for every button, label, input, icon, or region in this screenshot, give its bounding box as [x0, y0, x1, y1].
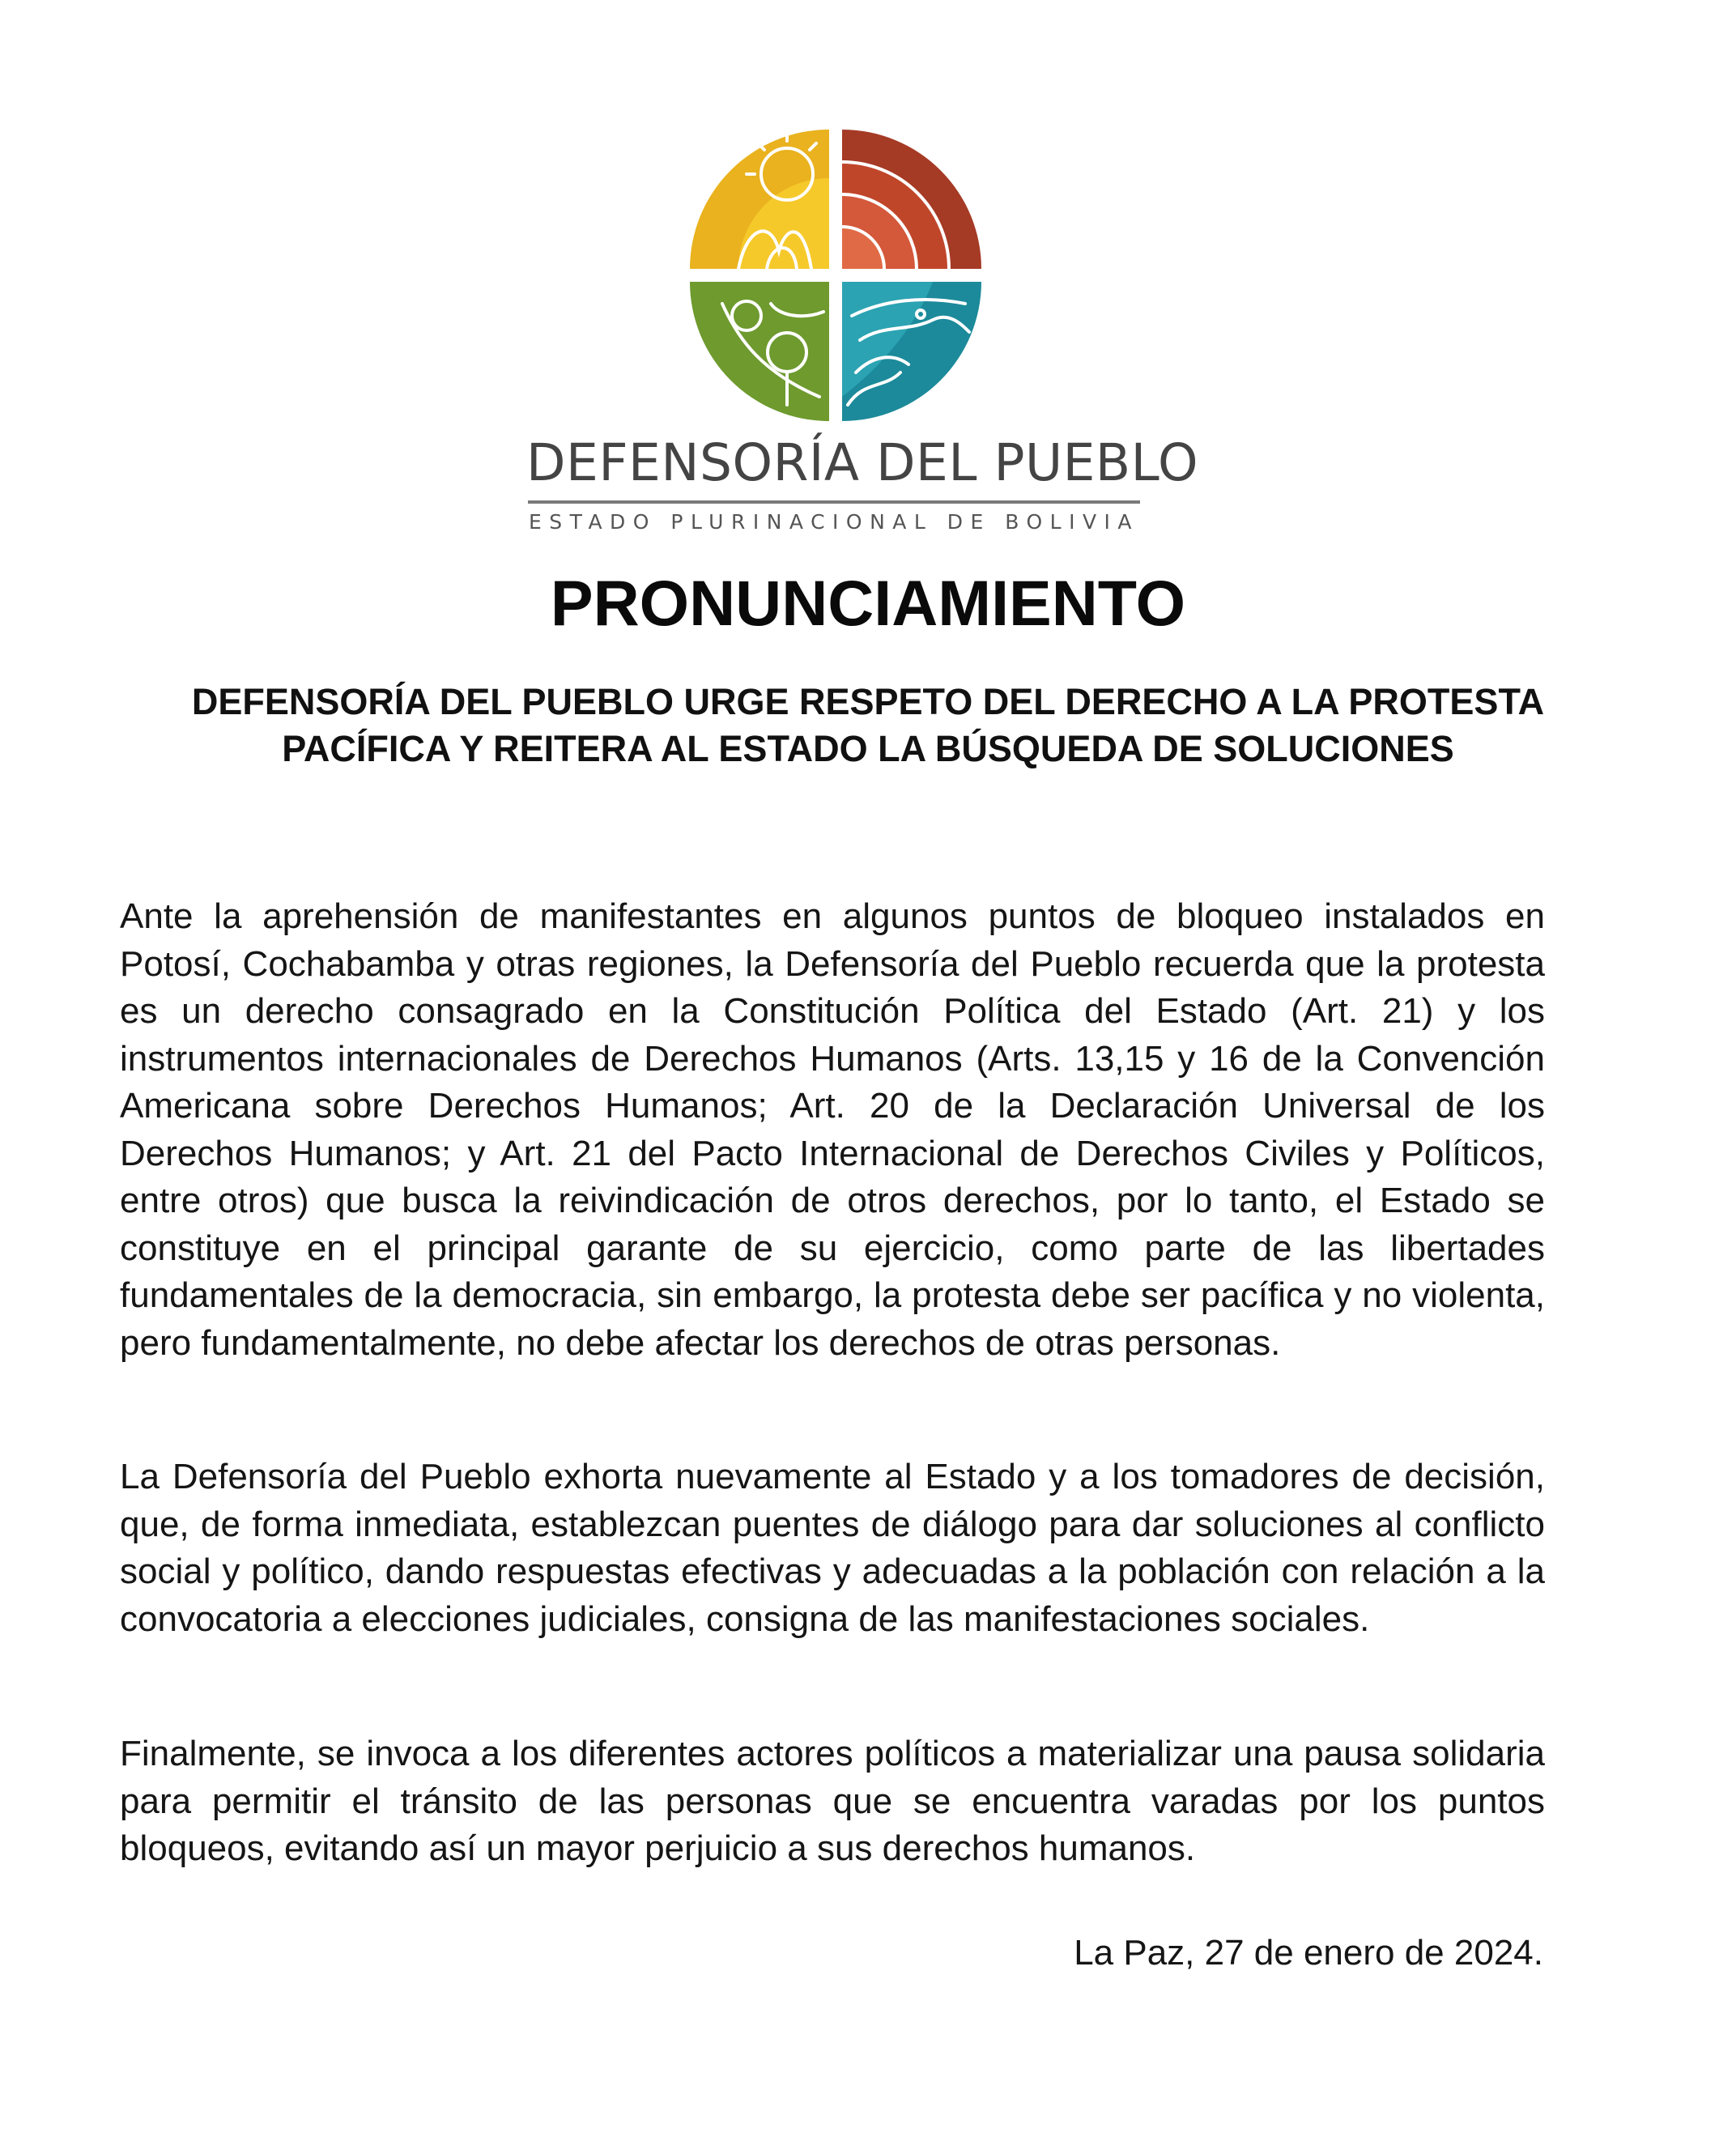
organization-subtitle: ESTADO PLURINACIONAL DE BOLIVIA [528, 510, 1140, 534]
body-paragraph-3: Finalmente, se invoca a los diferentes actores políticos a materializar una pausa solidaria para permitir el tránsito de las personas que se encuentra varadas por los puntos bloqueos, evitando así un mayor perjuicio a sus derechos humanos. [120, 1734, 1545, 1868]
body-paragraph-2: La Defensoría del Pueblo exhorta nuevamente al Estado y a los tomadores de decisión, que, de forma inmediata, establezcan puentes de diálogo para dar soluciones al conflicto social y político, dando respuestas efectivas y adecuadas a la población con relación a la convocatoria a elecciones judiciales, consigna de las manifestaciones sociales. [120, 1457, 1545, 1639]
defensoria-emblem-icon [690, 130, 981, 421]
logo-divider [528, 500, 1140, 504]
organization-name: DEFENSORÍA DEL PUEBLO [526, 433, 1199, 492]
document-title: PRONUNCIAMIENTO [550, 567, 1186, 639]
place-and-date: La Paz, 27 de enero de 2024. [1074, 1933, 1543, 1973]
document-headline: DEFENSORÍA DEL PUEBLO URGE RESPETO DEL DERECHO A LA PROTESTA PACÍFICA Y REITERA AL ESTADO LA BÚSQUEDA DE SOLUCIONES [191, 681, 1545, 769]
body-paragraph-1: Ante la aprehensión de manifestantes en algunos puntos de bloqueo instalados en Potosí, Cochabamba y otras regiones, la Defensoría del Pueblo recuerda que la protesta es un derecho consagrado en la Constitución Política del Estado (Art. 21) y los instrumentos internacionales de Derechos Humanos (Arts. 13,15 y 16 de la Convención Americana sobre Derechos Humanos; Art. 20 de la Declaración Universal de los Derechos Humanos; y Art. 21 del Pacto Internacional de Derechos Civiles y Políticos, entre otros) que busca la reivindicación de otros derechos, por lo tanto, el Estado se constituye en el principal garante de su ejercicio, como parte de las libertades fundamentales de la democracia, sin embargo, la protesta debe ser pacífica y no violenta, pero fundamentalmente, no debe afectar los derechos de otras personas. [120, 896, 1545, 1363]
